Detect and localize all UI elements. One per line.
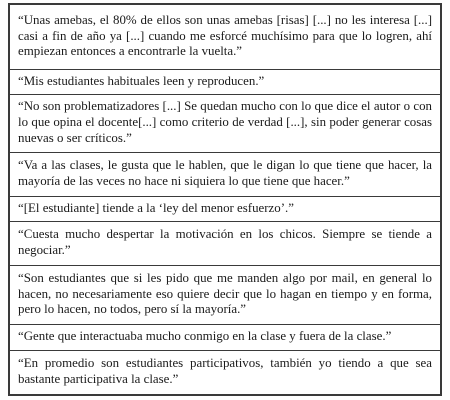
quote-row	[10, 325, 440, 351]
quote-row	[10, 95, 440, 153]
quote-row	[10, 153, 440, 197]
quote-row	[10, 351, 440, 394]
quote-row	[10, 197, 440, 222]
quote-row	[10, 70, 440, 95]
quote-text: “[El estudiante] tiende a la ‘ley del menor esfuerzo’.”	[18, 200, 294, 215]
quote-text: “No son problematizadores [...] Se quedan mucho con lo que dice el autor o con lo que opina el docente[...] como criterio de verdad [...], sin poder generar cosas nuevas o ser críticos.”	[18, 99, 432, 145]
quote-text: “Mis estudiantes habituales leen y reproducen.”	[18, 73, 265, 88]
quote-text: “Unas amebas, el 80% de ellos son unas amebas [risas] [...] no les interesa [...] casi a fin de año ya [...] cuando me esforcé muchísimo para que lo logren, ahí empiezan entonces a encontrarle la vuelta.”	[18, 12, 432, 59]
quote-text: “Son estudiantes que si les pido que me manden algo por mail, en general lo hacen, no necesariamente eso quiere decir que lo hagan en tiempo y en forma, pero lo hacen, no todos, pero sí la mayoría.”	[18, 270, 432, 317]
quote-text: “Gente que interactuaba mucho conmigo en la clase y fuera de la clase.”	[18, 329, 392, 344]
quote-row	[10, 266, 440, 325]
quote-row	[10, 5, 440, 70]
quote-text: “Va a las clases, le gusta que le hablen, que le digan lo que tiene que hacer, la mayoría de las veces no hace ni siquiera lo que tiene que hacer.”	[18, 158, 432, 188]
quote-text: “En promedio son estudiantes participativos, también yo tiendo a que sea bastante participativa la clase.”	[18, 356, 432, 386]
quotes-table	[8, 3, 442, 396]
quote-text: “Cuesta mucho despertar la motivación en los chicos. Siempre se tiende a negociar.”	[18, 227, 432, 257]
quote-row	[10, 222, 440, 266]
